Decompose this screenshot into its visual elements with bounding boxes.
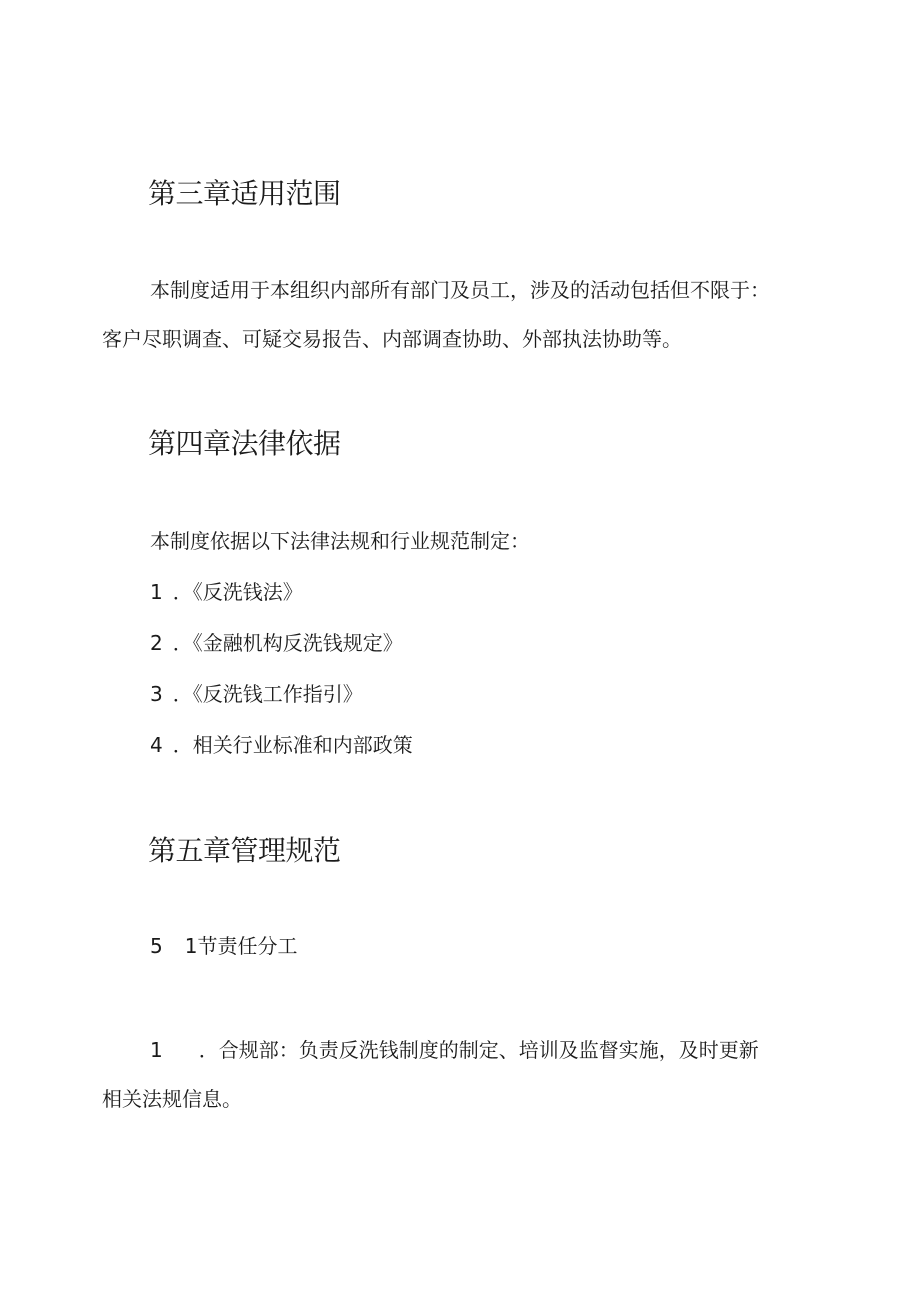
- law-list-item: [150, 680, 363, 708]
- duty-item-text: ．合规部：负责反洗钱制度的制定、培训及监督实施，及时更新: [198, 1038, 759, 1062]
- duty-item-number: 1: [150, 1038, 163, 1062]
- chapter5-heading: 第五章管理规范: [148, 834, 341, 867]
- chapter4-intro: 本制度依据以下法律法规和行业规范制定：: [150, 529, 530, 553]
- chapter3-paragraph-line1: 本制度适用于本组织内部所有部门及员工，涉及的活动包括但不限于：: [150, 278, 770, 302]
- law-list-text: ．《反洗钱工作指引》: [172, 682, 363, 706]
- chapter4-heading: 第四章法律依据: [148, 427, 341, 460]
- law-list-number: 2: [150, 631, 163, 655]
- law-list-text: ．相关行业标准和内部政策: [172, 733, 413, 757]
- law-list-text: ．《金融机构反洗钱规定》: [172, 631, 403, 655]
- chapter3-heading: 第三章适用范围: [148, 177, 341, 210]
- law-list-item: [150, 629, 403, 657]
- duty-item-line2: 相关法规信息。: [102, 1087, 242, 1111]
- section-title: 1节责任分工: [184, 934, 298, 958]
- law-list-number: 4: [150, 733, 163, 757]
- duty-item-line1: [150, 1036, 759, 1064]
- law-list-item: [150, 578, 303, 606]
- law-list-text: ．《反洗钱法》: [172, 580, 303, 604]
- chapter3-paragraph-line2: 客户尽职调查、可疑交易报告、内部调查协助、外部执法协助等。: [102, 327, 682, 351]
- law-list-number: 3: [150, 682, 163, 706]
- law-list-item: [150, 731, 413, 759]
- section-heading: [150, 932, 297, 960]
- law-list-number: 1: [150, 580, 163, 604]
- section-number: 5: [150, 934, 163, 958]
